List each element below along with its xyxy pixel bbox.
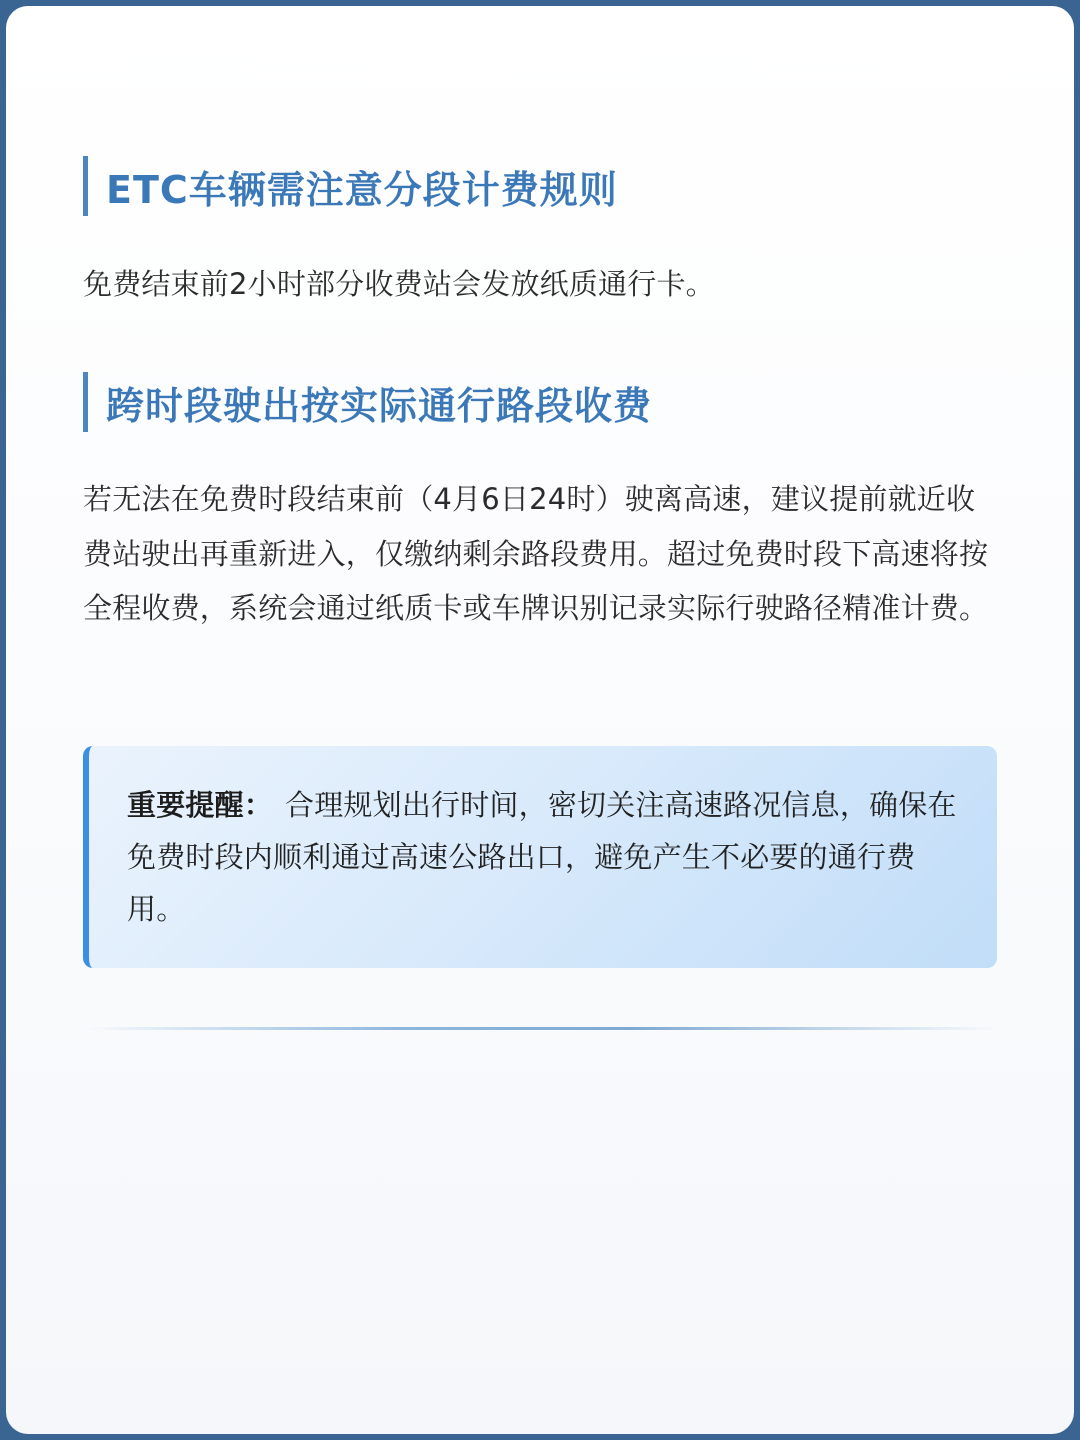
section-heading-text: ETC车辆需注意分段计费规则 (106, 167, 618, 212)
section-heading-etc-rules (83, 156, 997, 216)
reminder-label: 重要提醒： (127, 788, 274, 822)
page-frame (6, 6, 1074, 1434)
reminder-text-block (127, 779, 961, 935)
section-heading-text: 跨时段驶出按实际通行路段收费 (106, 383, 653, 428)
important-reminder-box (83, 746, 997, 968)
section-heading-cross-period (83, 372, 997, 432)
reminder-body: 合理规划出行时间，密切关注高速路况信息，确保在免费时段内顺利通过高速公路出口，避免产生不必要的通行费用。 (127, 788, 957, 926)
section-body-paper-card: 免费结束前2小时部分收费站会发放纸质通行卡。 (83, 267, 715, 301)
bottom-divider (86, 1027, 996, 1030)
section-body-cross-period: 若无法在免费时段结束前（4月6日24时）驶离高速，建议提前就近收费站驶出再重新进入，仅缴纳剩余路段费用。超过免费时段下高速将按全程收费，系统会通过纸质卡或车牌识别记录实际行驶路径精准计费。 (83, 482, 989, 625)
